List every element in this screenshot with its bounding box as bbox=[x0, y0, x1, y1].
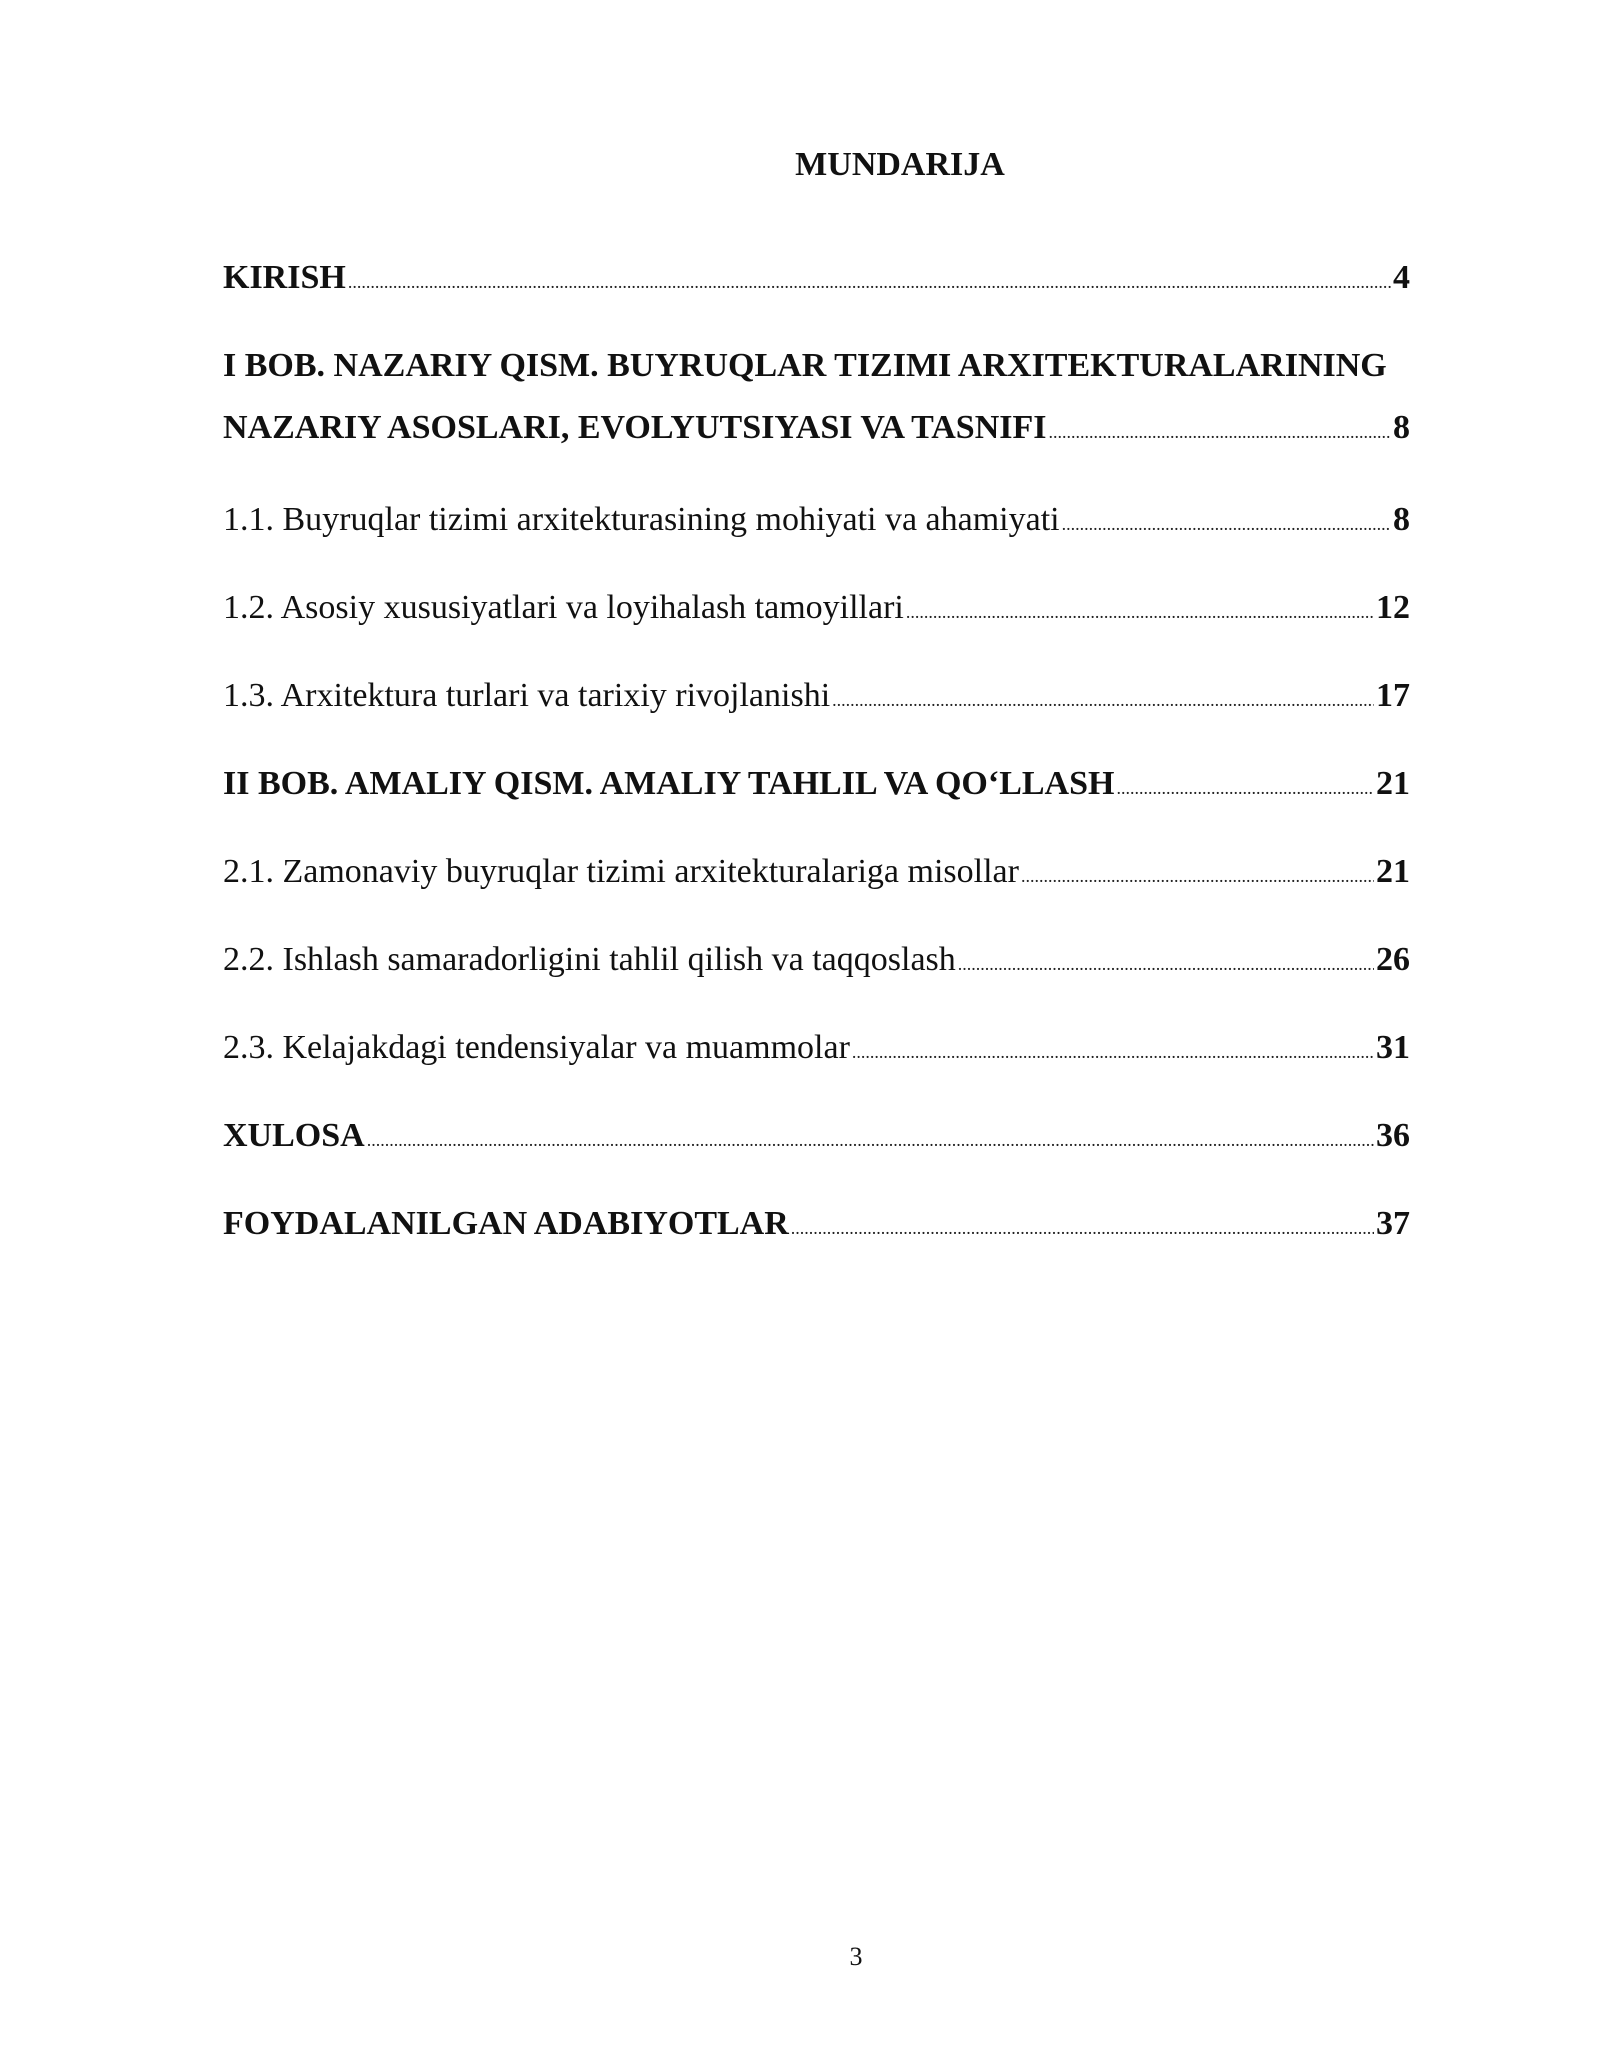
toc-entry-text: 1.1. Buyruqlar tizimi arxitekturasining mohiyati va ahamiyati bbox=[223, 501, 1060, 538]
toc-leader-dots bbox=[852, 1032, 1374, 1072]
toc-title: MUNDARIJA bbox=[795, 146, 1005, 183]
toc-entry-text: FOYDALANILGAN ADABIYOTLAR bbox=[223, 1205, 789, 1242]
toc-entry-text: 1.3. Arxitektura turlari va tarixiy rivojlanishi bbox=[223, 677, 831, 714]
toc-entry-text: II BOB. AMALIY QISM. AMALIY TAHLIL VA QO‘LLASH bbox=[223, 765, 1115, 802]
toc-entry-text: NAZARIY ASOSLARI, EVOLYUTSIYASI VA TASNIFI bbox=[223, 409, 1047, 446]
toc-entry-kirish[interactable] bbox=[223, 258, 1410, 302]
toc-leader-dots bbox=[348, 262, 1391, 302]
page-number: 3 bbox=[849, 1942, 863, 1971]
toc-entry-page: 12 bbox=[1376, 589, 1410, 626]
toc-entry-page: 26 bbox=[1376, 941, 1410, 978]
toc-entry-2-2[interactable] bbox=[223, 940, 1410, 984]
toc-entry-chapter-2[interactable] bbox=[223, 764, 1410, 808]
toc-entry-1-3[interactable] bbox=[223, 676, 1410, 720]
toc-entry-2-3[interactable] bbox=[223, 1028, 1410, 1072]
toc-entry-2-1[interactable] bbox=[223, 852, 1410, 896]
toc-entry-page: 21 bbox=[1376, 765, 1410, 802]
toc-entry-text: 2.1. Zamonaviy buyruqlar tizimi arxitekturalariga misollar bbox=[223, 853, 1019, 890]
toc-entry-page: 8 bbox=[1393, 501, 1410, 538]
toc-entry-page: 4 bbox=[1393, 259, 1410, 296]
toc-leader-dots bbox=[906, 592, 1374, 632]
toc-entry-page: 31 bbox=[1376, 1029, 1410, 1066]
toc-entry-adabiyotlar[interactable] bbox=[223, 1204, 1410, 1248]
toc-leader-dots bbox=[367, 1120, 1374, 1160]
toc-leader-dots bbox=[832, 680, 1374, 720]
toc-leader-dots bbox=[1116, 768, 1374, 808]
toc-entry-xulosa[interactable] bbox=[223, 1116, 1410, 1160]
toc-entry-page: 21 bbox=[1376, 853, 1410, 890]
toc-leader-dots bbox=[1021, 856, 1374, 896]
toc-leader-dots bbox=[1062, 504, 1391, 544]
toc-entry-text: XULOSA bbox=[223, 1117, 365, 1154]
toc-entry-text: 2.3. Kelajakdagi tendensiyalar va muammolar bbox=[223, 1029, 850, 1066]
toc-entry-page: 17 bbox=[1376, 677, 1410, 714]
toc-leader-dots bbox=[791, 1208, 1374, 1248]
toc-entry-page: 8 bbox=[1393, 409, 1410, 446]
toc-entry-text: KIRISH bbox=[223, 259, 346, 296]
toc-entry-text: 2.2. Ishlash samaradorligini tahlil qilish va taqqoslash bbox=[223, 941, 956, 978]
toc-entry-text: 1.2. Asosiy xususiyatlari va loyihalash tamoyillari bbox=[223, 589, 904, 626]
toc-entry-page: 37 bbox=[1376, 1205, 1410, 1242]
toc-entry-chapter-1[interactable] bbox=[223, 346, 1410, 452]
toc-leader-dots bbox=[958, 944, 1374, 984]
toc-entry-text-line1: I BOB. NAZARIY QISM. BUYRUQLAR TIZIMI ARXITEKTURALARINING bbox=[223, 347, 1387, 384]
toc-entry-1-1[interactable] bbox=[223, 500, 1410, 544]
toc-entry-page: 36 bbox=[1376, 1117, 1410, 1154]
toc-entry-1-2[interactable] bbox=[223, 588, 1410, 632]
toc-leader-dots bbox=[1049, 412, 1391, 452]
